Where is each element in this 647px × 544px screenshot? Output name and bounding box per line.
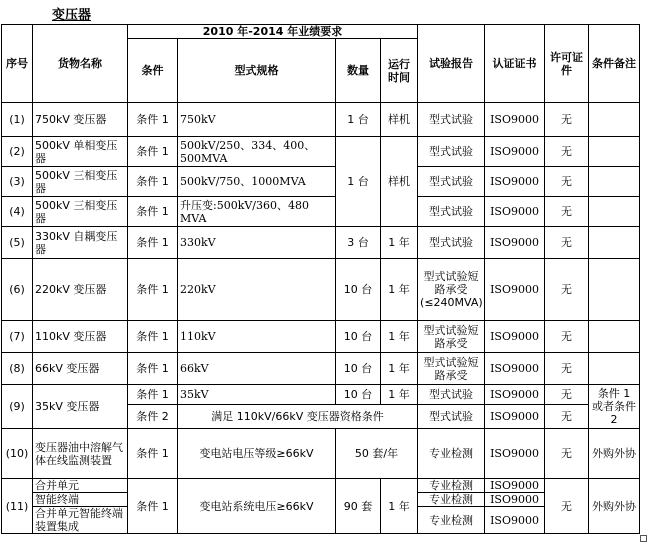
table-row <box>2 103 640 137</box>
row-runtime: 1 年 <box>381 259 418 321</box>
row-qty: 1 台 <box>336 137 381 227</box>
row-condition: 条件 1 <box>128 259 178 321</box>
row-cert: ISO9000 <box>485 137 545 167</box>
row-condition: 条件 1 <box>128 167 178 197</box>
row-remark: 条件 1 或者条件 2 <box>589 385 640 429</box>
header-no: 序号 <box>2 25 33 103</box>
row-test: 型式试验 <box>418 197 485 227</box>
header-condition: 条件 <box>128 39 178 103</box>
row-license: 无 <box>545 405 589 429</box>
row-cert: ISO9000 <box>485 385 545 405</box>
row-qty: 50 套/年 <box>336 429 418 479</box>
header-spec: 型式规格 <box>178 39 336 103</box>
row-spec: 66kV <box>178 353 336 385</box>
row-remark <box>589 197 640 227</box>
header-license: 许可证件 <box>545 25 589 103</box>
row-goods: 330kV 自耦变压器 <box>33 227 128 259</box>
row-remark <box>589 103 640 137</box>
row-no: (9) <box>2 385 33 429</box>
row-cert: ISO9000 <box>485 227 545 259</box>
row-goods: 35kV 变压器 <box>33 385 128 429</box>
row-spec: 110kV <box>178 321 336 353</box>
row-cert: ISO9000 <box>485 103 545 137</box>
row-goods: 变压器油中溶解气体在线监测装置 <box>33 429 128 479</box>
row-cert: ISO9000 <box>485 167 545 197</box>
table-resize-handle[interactable] <box>640 535 647 542</box>
row-spec: 330kV <box>178 227 336 259</box>
header-qty: 数量 <box>336 39 381 103</box>
row-test: 专业检测 <box>418 429 485 479</box>
row-runtime: 样机 <box>381 103 418 137</box>
row-remark <box>589 321 640 353</box>
row-condition: 条件 1 <box>128 137 178 167</box>
table-row <box>2 429 640 479</box>
page-title: 变压器 <box>52 8 92 23</box>
row-goods: 220kV 变压器 <box>33 259 128 321</box>
row-qty: 3 台 <box>336 227 381 259</box>
row-spec: 500kV/750、1000MVA <box>178 167 336 197</box>
row-goods: 500kV 三相变压器 <box>33 167 128 197</box>
table-row <box>2 227 640 259</box>
row-qty: 90 套 <box>336 479 381 534</box>
row-spec: 35kV <box>178 385 336 405</box>
row-spec: 750kV <box>178 103 336 137</box>
table-row <box>2 197 640 227</box>
row-remark <box>589 137 640 167</box>
row-cert: ISO9000 <box>485 507 545 534</box>
row-remark <box>589 227 640 259</box>
row-license: 无 <box>545 137 589 167</box>
row-goods: 750kV 变压器 <box>33 103 128 137</box>
table-row <box>2 353 640 385</box>
row-condition: 条件 2 <box>128 405 178 429</box>
row-test: 专业检测 <box>418 493 485 507</box>
row-cert: ISO9000 <box>485 259 545 321</box>
row-goods: 110kV 变压器 <box>33 321 128 353</box>
row-qty: 10 台 <box>336 353 381 385</box>
header-cert: 认证证书 <box>485 25 545 103</box>
row-condition: 条件 1 <box>128 479 178 534</box>
row-remark <box>589 353 640 385</box>
row-test: 专业检测 <box>418 479 485 493</box>
row-spec: 升压变:500kV/360、480 MVA <box>178 197 336 227</box>
row-license: 无 <box>545 197 589 227</box>
row-condition: 条件 1 <box>128 227 178 259</box>
row-condition: 条件 1 <box>128 385 178 405</box>
header-runtime: 运行时间 <box>381 39 418 103</box>
row-qty: 1 台 <box>336 103 381 137</box>
row-condition: 条件 1 <box>128 321 178 353</box>
row-cert: ISO9000 <box>485 429 545 479</box>
table-row <box>2 137 640 167</box>
row-runtime: 1 年 <box>381 479 418 534</box>
row-spec: 满足 110kV/66kV 变压器资格条件 <box>178 405 418 429</box>
row-runtime: 1 年 <box>381 385 418 405</box>
row-goods: 合并单元 <box>33 479 128 493</box>
row-no: (8) <box>2 353 33 385</box>
row-goods: 500kV 三相变压器 <box>33 197 128 227</box>
row-cert: ISO9000 <box>485 405 545 429</box>
row-goods: 智能终端 <box>33 493 128 507</box>
row-remark <box>589 259 640 321</box>
row-qty: 10 台 <box>336 385 381 405</box>
row-test: 型式试验 <box>418 227 485 259</box>
row-runtime: 1 年 <box>381 227 418 259</box>
row-no: (1) <box>2 103 33 137</box>
row-test: 型式试验 <box>418 103 485 137</box>
row-remark: 外购外协 <box>589 429 640 479</box>
row-cert: ISO9000 <box>485 321 545 353</box>
row-license: 无 <box>545 167 589 197</box>
row-license: 无 <box>545 321 589 353</box>
row-remark: 外购外协 <box>589 479 640 534</box>
row-test: 型式试验 <box>418 405 485 429</box>
row-license: 无 <box>545 103 589 137</box>
row-no: (7) <box>2 321 33 353</box>
row-condition: 条件 1 <box>128 197 178 227</box>
row-license: 无 <box>545 227 589 259</box>
row-cert: ISO9000 <box>485 479 545 493</box>
row-license: 无 <box>545 353 589 385</box>
header-remark: 条件备注 <box>589 25 640 103</box>
row-goods: 66kV 变压器 <box>33 353 128 385</box>
row-license: 无 <box>545 479 589 534</box>
header-goods: 货物名称 <box>33 25 128 103</box>
row-runtime: 1 年 <box>381 353 418 385</box>
row-condition: 条件 1 <box>128 103 178 137</box>
row-cert: ISO9000 <box>485 493 545 507</box>
row-cert: ISO9000 <box>485 197 545 227</box>
row-test: 型式试验 <box>418 385 485 405</box>
row-license: 无 <box>545 259 589 321</box>
row-test: 型式试验短路承受(≤240MVA) <box>418 259 485 321</box>
row-test: 型式试验短路承受 <box>418 353 485 385</box>
row-no: (6) <box>2 259 33 321</box>
row-license: 无 <box>545 385 589 405</box>
table-row <box>2 385 640 405</box>
row-test: 型式试验短路承受 <box>418 321 485 353</box>
row-test: 型式试验 <box>418 137 485 167</box>
table-row <box>2 259 640 321</box>
row-qty: 10 台 <box>336 321 381 353</box>
header-req-group: 2010 年-2014 年业绩要求 <box>128 25 418 39</box>
row-test: 专业检测 <box>418 507 485 534</box>
row-license: 无 <box>545 429 589 479</box>
header-test-report: 试验报告 <box>418 25 485 103</box>
row-no: (3) <box>2 167 33 197</box>
row-cert: ISO9000 <box>485 353 545 385</box>
requirements-table <box>1 24 640 534</box>
row-no: (4) <box>2 197 33 227</box>
table-row <box>2 479 640 493</box>
row-no: (10) <box>2 429 33 479</box>
row-spec: 变电站系统电压≥66kV <box>178 479 336 534</box>
row-no: (2) <box>2 137 33 167</box>
row-goods: 合并单元智能终端装置集成 <box>33 507 128 534</box>
row-no: (5) <box>2 227 33 259</box>
row-goods: 500kV 单相变压器 <box>33 137 128 167</box>
row-remark <box>589 167 640 197</box>
row-condition: 条件 1 <box>128 429 178 479</box>
row-condition: 条件 1 <box>128 353 178 385</box>
row-spec: 变电站电压等级≥66kV <box>178 429 336 479</box>
row-spec: 220kV <box>178 259 336 321</box>
row-test: 型式试验 <box>418 167 485 197</box>
row-runtime: 1 年 <box>381 321 418 353</box>
table-row <box>2 321 640 353</box>
row-qty: 10 台 <box>336 259 381 321</box>
row-spec: 500kV/250、334、400、500MVA <box>178 137 336 167</box>
table-row <box>2 167 640 197</box>
row-no: (11) <box>2 479 33 534</box>
row-runtime: 样机 <box>381 137 418 227</box>
